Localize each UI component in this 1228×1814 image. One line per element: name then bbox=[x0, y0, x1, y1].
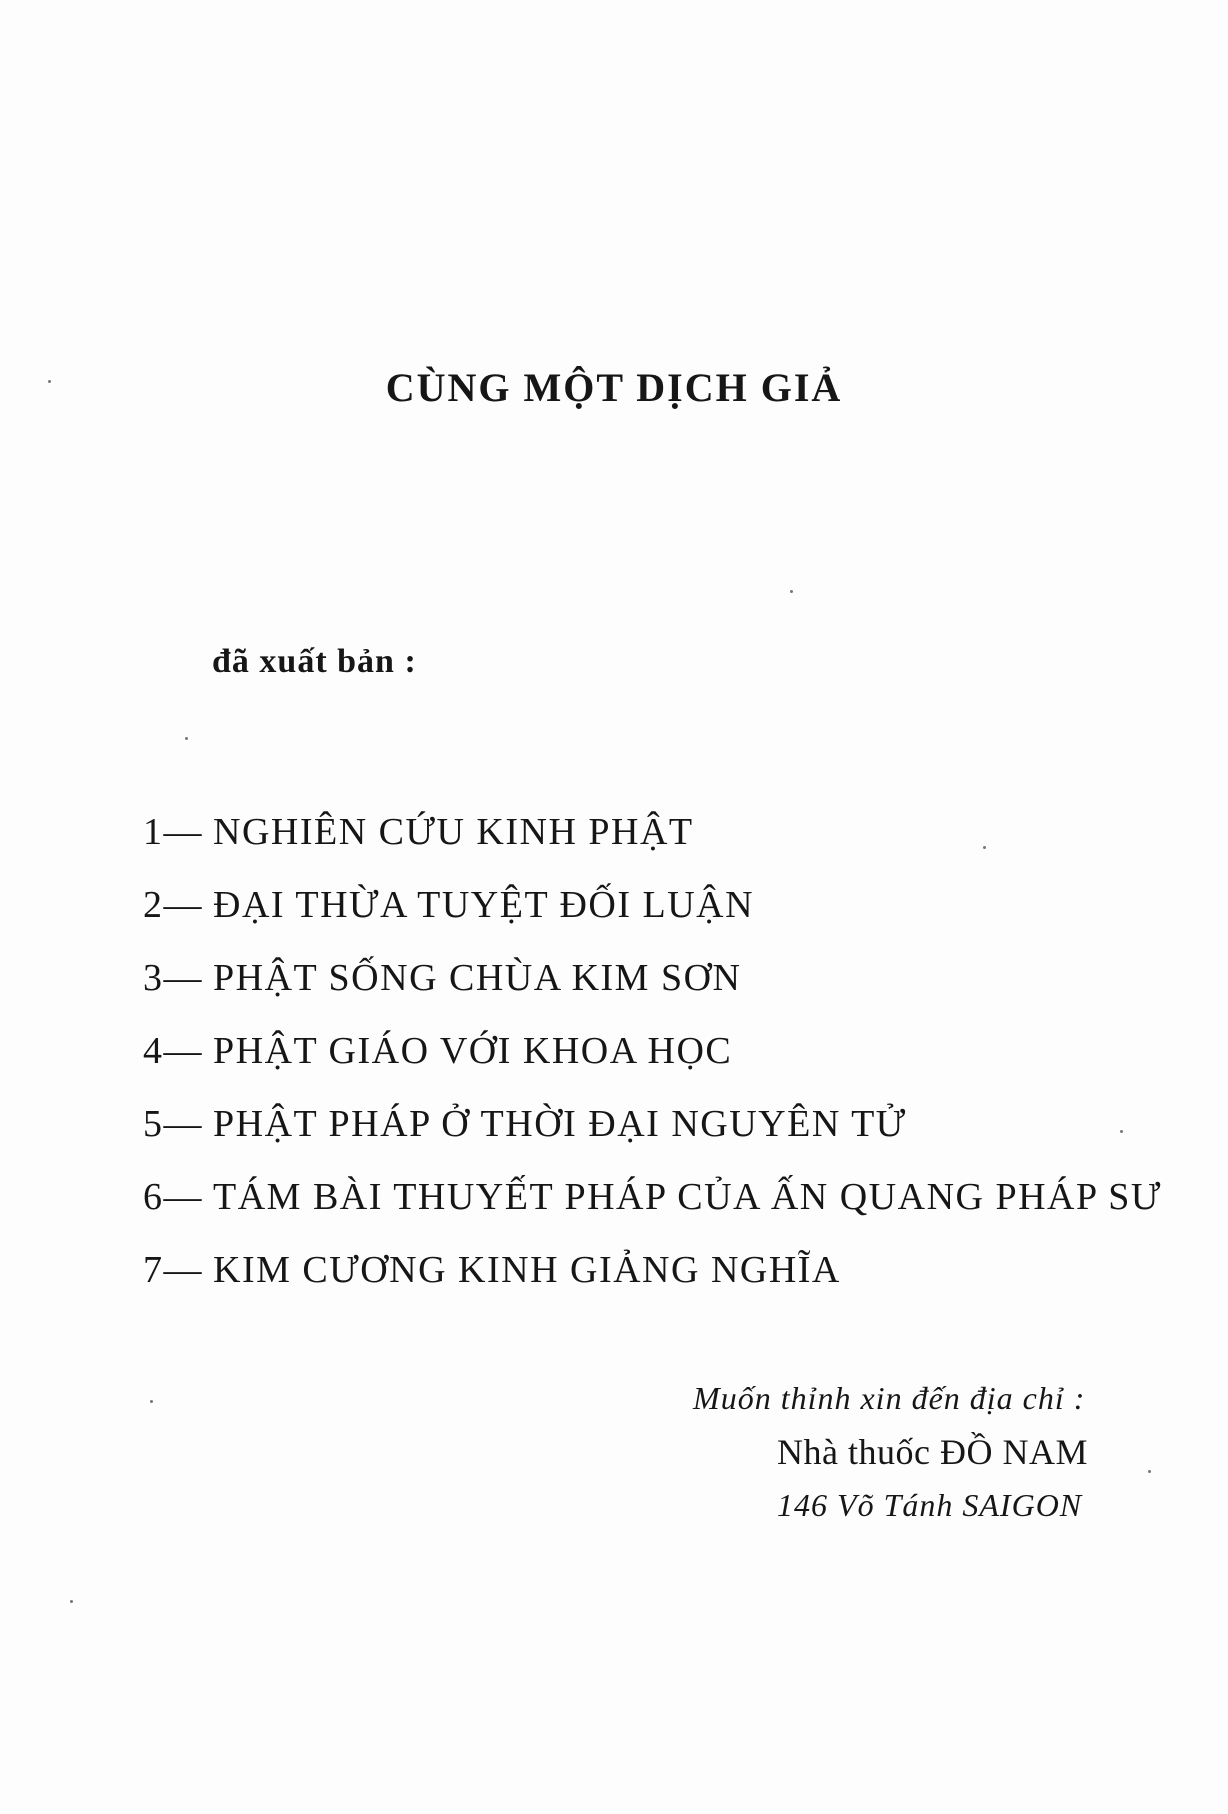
contact-prompt: Muốn thỉnh xin đến địa chỉ : bbox=[693, 1380, 1086, 1416]
scan-speck bbox=[790, 590, 793, 593]
scan-speck bbox=[1120, 1130, 1123, 1133]
book-title: TÁM BÀI THUYẾT PHÁP CỦA ẤN QUANG PHÁP SƯ bbox=[213, 1176, 1162, 1218]
book-number: 2— bbox=[143, 884, 203, 926]
book-list bbox=[143, 810, 1162, 1321]
scan-speck bbox=[48, 380, 51, 383]
book-number: 4— bbox=[143, 1030, 203, 1072]
list-item bbox=[143, 956, 1162, 1029]
book-number: 7— bbox=[143, 1249, 203, 1291]
book-title: NGHIÊN CỨU KINH PHẬT bbox=[213, 811, 694, 853]
contact-block bbox=[693, 1380, 1088, 1524]
book-number: 3— bbox=[143, 957, 203, 999]
book-number: 1— bbox=[143, 811, 203, 853]
scan-speck bbox=[185, 737, 188, 740]
scan-speck bbox=[150, 1400, 153, 1403]
book-title: PHẬT SỐNG CHÙA KIM SƠN bbox=[213, 957, 742, 999]
list-item bbox=[143, 810, 1162, 883]
list-item bbox=[143, 1102, 1162, 1175]
book-number: 6— bbox=[143, 1176, 203, 1218]
contact-address: 146 Võ Tánh SAIGON bbox=[777, 1487, 1083, 1523]
book-title: ĐẠI THỪA TUYỆT ĐỐI LUẬN bbox=[213, 884, 755, 926]
page-title: CÙNG MỘT DỊCH GIẢ bbox=[385, 365, 843, 410]
scan-speck bbox=[70, 1600, 73, 1603]
scan-speck bbox=[1148, 1470, 1151, 1473]
scan-speck bbox=[983, 846, 986, 849]
list-item bbox=[143, 883, 1162, 956]
book-title: KIM CƯƠNG KINH GIẢNG NGHĨA bbox=[213, 1249, 841, 1291]
book-title: PHẬT GIÁO VỚI KHOA HỌC bbox=[213, 1030, 733, 1072]
list-item bbox=[143, 1175, 1162, 1248]
published-label: đã xuất bản : bbox=[212, 643, 417, 680]
list-item bbox=[143, 1248, 1162, 1321]
contact-name: Nhà thuốc ĐỒ NAM bbox=[777, 1432, 1088, 1472]
book-title: PHẬT PHÁP Ở THỜI ĐẠI NGUYÊN TỬ bbox=[213, 1103, 907, 1145]
book-number: 5— bbox=[143, 1103, 203, 1145]
list-item bbox=[143, 1029, 1162, 1102]
